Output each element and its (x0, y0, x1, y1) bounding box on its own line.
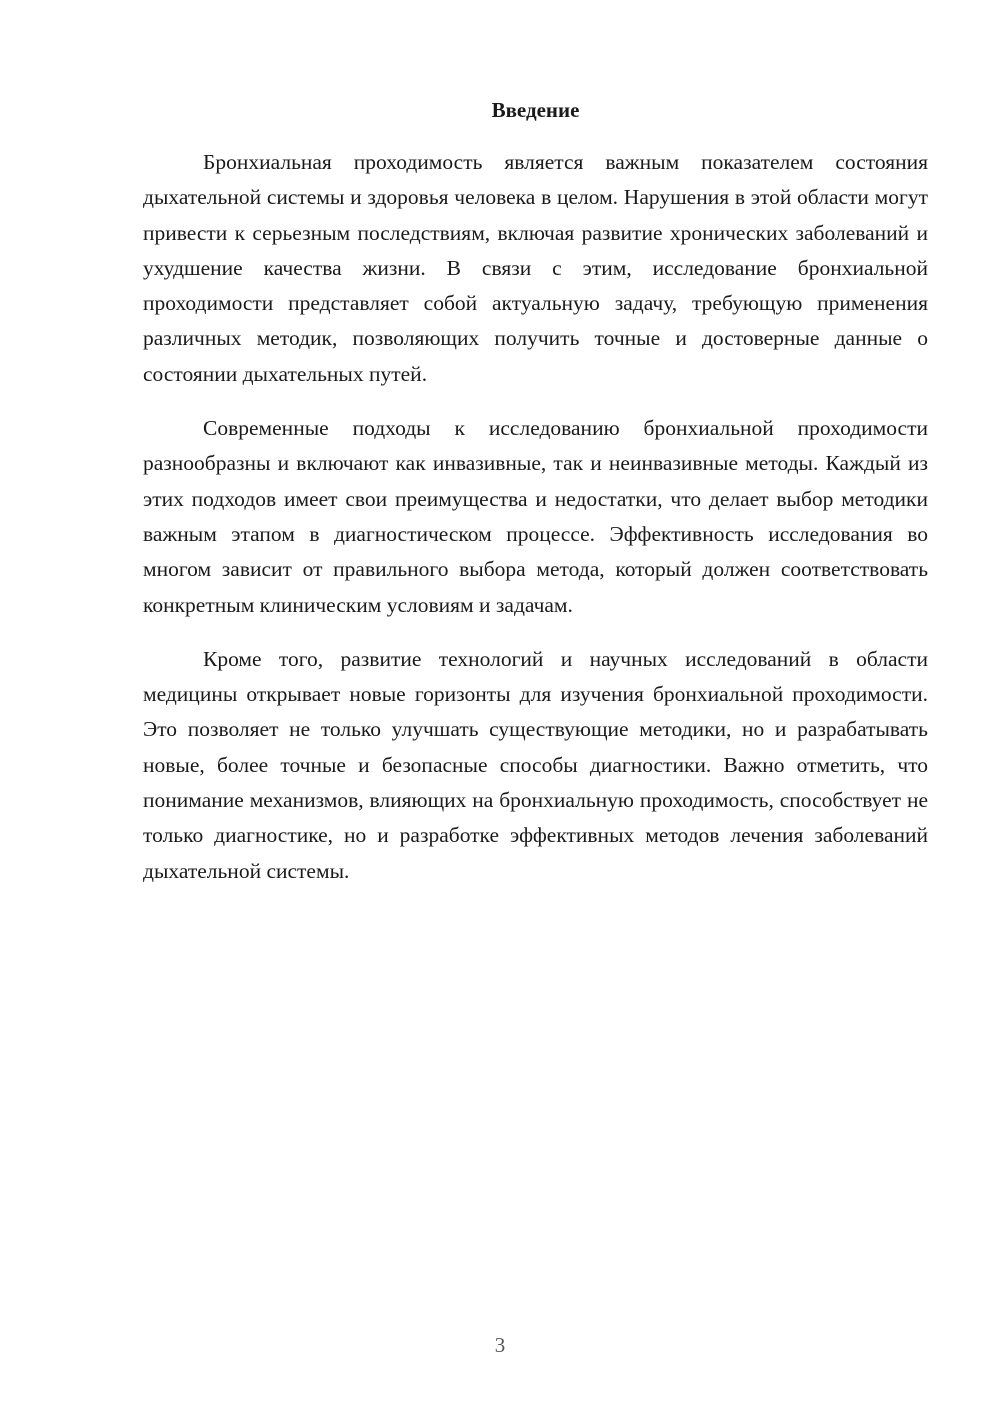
paragraph-3: Кроме того, развитие технологий и научных исследований в области медицины открывает новые горизонты для изучения бронхиальной проходимости. Это позволяет не только улучшать существующие методики, но и разрабатывать новые, более точные и безопасные способы диагностики. Важно отметить, что понимание механизмов, влияющих на бронхиальную проходимость, способствует не только диагностике, но и разработке эффективных методов лечения заболеваний дыхательной системы. (143, 646, 928, 883)
document-page (143, 95, 928, 889)
section-title: Введение (491, 98, 580, 122)
paragraph-1: Бронхиальная проходимость является важным показателем состояния дыхательной системы и здоровья человека в целом. Нарушения в этой области могут привести к серьезным последствиям, включая развитие хронических заболеваний и ухудшение качества жизни. В связи с этим, исследование бронхиальной проходимости представляет собой актуальную задачу, требующую применения различных методик, позволяющих получить точные и достоверные данные о состоянии дыхательных путей. (143, 150, 928, 386)
page-number: 3 (494, 1333, 506, 1357)
paragraph-2: Современные подходы к исследованию бронхиальной проходимости разнообразны и включают как инвазивные, так и неинвазивные методы. Каждый из этих подходов имеет свои преимущества и недостатки, что делает выбор методики важным этапом в диагностическом процессе. Эффективность исследования во многом зависит от правильного выбора метода, который должен соответствовать конкретным клиническим условиям и задачам. (143, 416, 928, 617)
